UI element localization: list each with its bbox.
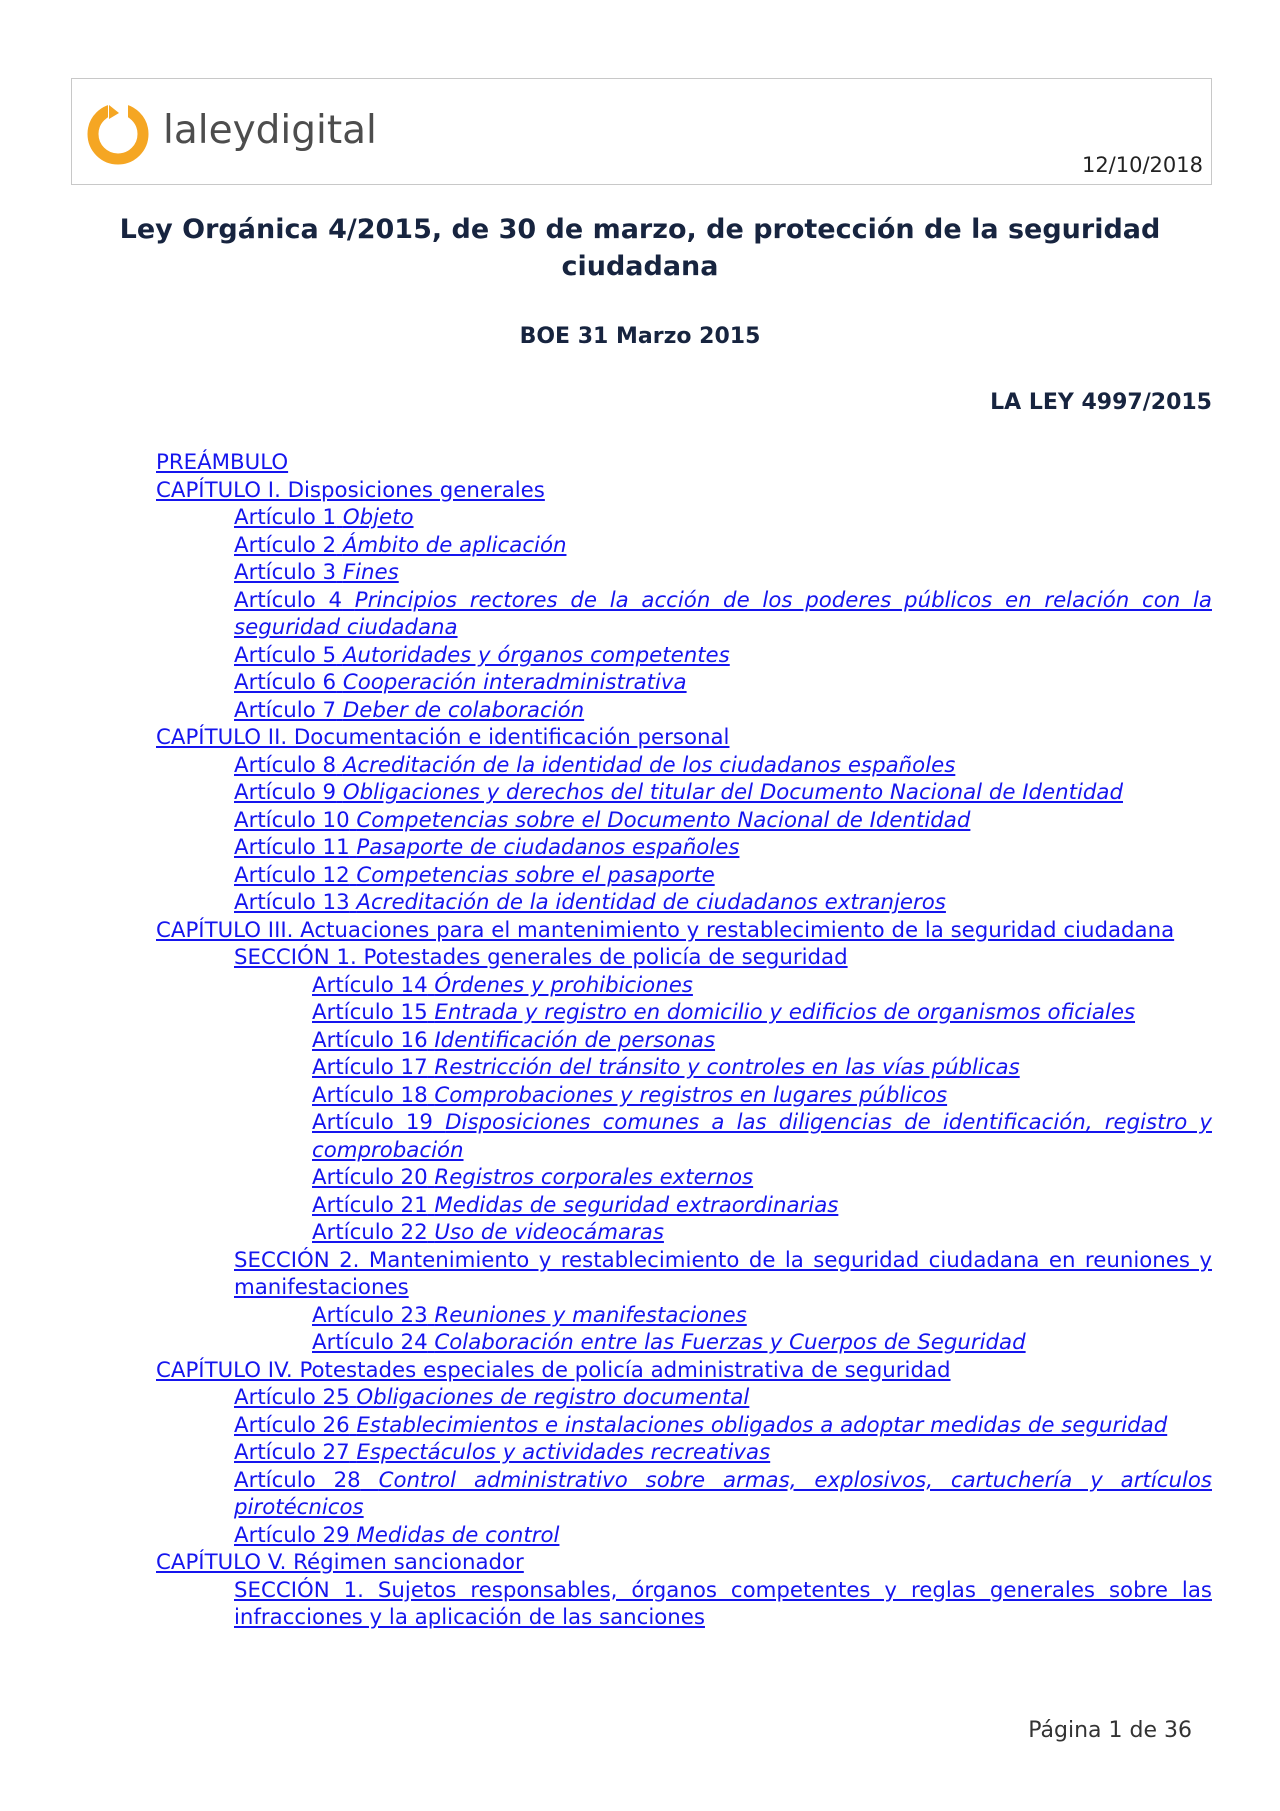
toc-link[interactable] (156, 642, 1212, 670)
toc-link[interactable] (156, 972, 1212, 1000)
toc-link-label: PREÁMBULO (156, 450, 289, 475)
toc-link-label: Artículo 22 (312, 1220, 428, 1245)
toc-link-label: Artículo 3 (234, 560, 337, 585)
toc-link-subtitle: Órdenes y prohibiciones (434, 972, 693, 998)
toc-link[interactable] (156, 724, 1212, 752)
toc-link-label: Artículo 2 (234, 532, 337, 558)
toc-link-label: SECCIÓN 1. Potestades generales de policía de seguridad (234, 945, 848, 970)
toc-link-label: Artículo 15 (312, 1000, 428, 1025)
toc-link-label: Artículo 13 (234, 890, 350, 915)
toc-link[interactable] (156, 587, 1212, 642)
toc-link-subtitle: Entrada y registro en domicilio y edificios de organismos oficiales (434, 1000, 1136, 1025)
toc-link-label: Artículo 17 (312, 1055, 428, 1080)
law-reference: LA LEY 4997/2015 (990, 390, 1212, 415)
toc-link[interactable] (156, 944, 1212, 972)
toc-link[interactable] (156, 834, 1212, 862)
boe-date: BOE 31 Marzo 2015 (519, 324, 761, 349)
toc-link[interactable] (156, 752, 1212, 780)
toc-link[interactable] (156, 1357, 1212, 1385)
toc-link[interactable] (156, 1439, 1212, 1467)
toc-link[interactable] (156, 1164, 1212, 1192)
toc-link-label: Artículo 28 (234, 1467, 361, 1493)
toc-link-subtitle: Obligaciones de registro documental (356, 1385, 750, 1410)
toc-link-label: Artículo 16 (312, 1027, 428, 1053)
toc-link[interactable] (156, 1027, 1212, 1055)
toc-link-subtitle: Competencias sobre el pasaporte (356, 862, 715, 888)
toc-link-label: Artículo 27 (234, 1440, 350, 1465)
toc-link[interactable] (156, 1247, 1212, 1302)
toc-link[interactable] (156, 999, 1212, 1027)
toc-link-label: Artículo 14 (312, 972, 428, 998)
toc-link-label: Artículo 6 (234, 670, 337, 695)
toc-link-label: CAPÍTULO V. Régimen sancionador (156, 1550, 524, 1575)
toc-link-subtitle: Espectáculos y actividades recreativas (356, 1440, 771, 1465)
toc-link-label: CAPÍTULO II. Documentación e identificación personal (156, 725, 730, 750)
toc-link-subtitle: Registros corporales externos (434, 1165, 754, 1190)
toc-link-label: SECCIÓN 1. Sujetos responsables, órganos competentes y reglas generales sobre las infracciones y la aplicación de las sanciones (234, 1577, 1212, 1630)
toc-link[interactable] (156, 669, 1212, 697)
toc-link[interactable] (156, 532, 1212, 560)
toc-link-subtitle: Pasaporte de ciudadanos españoles (356, 835, 740, 860)
toc-link-subtitle: Obligaciones y derechos del titular del Documento Nacional de Identidad (342, 780, 1123, 805)
toc-link-subtitle: Autoridades y órganos competentes (342, 642, 730, 668)
toc-link-subtitle: Objeto (342, 505, 414, 530)
toc-link[interactable] (156, 1384, 1212, 1412)
toc-link[interactable] (156, 1109, 1212, 1164)
toc-link-label: Artículo 9 (234, 780, 337, 805)
toc-link-subtitle: Acreditación de la identidad de los ciudadanos españoles (342, 752, 956, 778)
toc-link-label: Artículo 25 (234, 1385, 350, 1410)
toc-link-label: Artículo 23 (312, 1302, 428, 1328)
toc-link-subtitle: Cooperación interadministrativa (342, 670, 687, 695)
toc-link[interactable] (156, 1577, 1212, 1632)
toc-link-subtitle: Reuniones y manifestaciones (434, 1302, 747, 1328)
power-ring-icon (83, 95, 153, 165)
toc-link[interactable] (156, 1082, 1212, 1110)
laleydigital-logo[interactable] (83, 95, 377, 165)
toc-link-subtitle: Uso de videocámaras (434, 1220, 664, 1245)
toc-link-label: Artículo 8 (234, 752, 337, 778)
toc-link-subtitle: Competencias sobre el Documento Nacional de Identidad (356, 807, 971, 833)
toc-link[interactable] (156, 559, 1212, 587)
toc-link-label: Artículo 12 (234, 862, 350, 888)
toc-link[interactable] (156, 1467, 1212, 1522)
toc-link-label: Artículo 29 (234, 1522, 350, 1548)
toc-link-label: Artículo 26 (234, 1412, 350, 1438)
toc-link-subtitle: Identificación de personas (434, 1027, 716, 1053)
toc-link-subtitle: Medidas de seguridad extraordinarias (434, 1192, 839, 1218)
toc-link-subtitle: Establecimientos e instalaciones obligados a adoptar medidas de seguridad (356, 1412, 1168, 1438)
toc-link-subtitle: Colaboración entre las Fuerzas y Cuerpos de Seguridad (434, 1330, 1026, 1355)
toc-link-label: Artículo 4 (234, 587, 343, 613)
toc-link-label: CAPÍTULO III. Actuaciones para el mantenimiento y restablecimiento de la seguridad ciudadana (156, 917, 1175, 943)
table-of-contents (156, 449, 1212, 1632)
toc-link[interactable] (156, 1219, 1212, 1247)
toc-link-subtitle: Control administrativo sobre armas, explosivos, cartuchería y artículos pirotécnicos (234, 1467, 1212, 1520)
toc-link[interactable] (156, 1302, 1212, 1330)
toc-link-subtitle: Principios rectores de la acción de los poderes públicos en relación con la seguridad ciudadana (234, 587, 1212, 640)
logo-text: laleydigital (163, 107, 377, 153)
toc-link[interactable] (156, 1522, 1212, 1550)
page-number: Página 1 de 36 (1028, 1718, 1192, 1743)
toc-link-label: Artículo 24 (312, 1330, 428, 1355)
document-header (71, 78, 1212, 185)
toc-link-label: Artículo 7 (234, 697, 337, 723)
toc-link-label: Artículo 19 (312, 1110, 433, 1135)
toc-link[interactable] (156, 1549, 1212, 1577)
document-title: Ley Orgánica 4/2015, de 30 de marzo, de protección de la seguridad ciudadana (119, 214, 1161, 282)
toc-link[interactable] (156, 1412, 1212, 1440)
toc-link[interactable] (156, 807, 1212, 835)
export-date: 12/10/2018 (1081, 153, 1203, 177)
toc-link[interactable] (156, 477, 1212, 505)
toc-link[interactable] (156, 862, 1212, 890)
toc-link-subtitle: Disposiciones comunes a las diligencias de identificación, registro y comprobación (312, 1110, 1212, 1163)
toc-link[interactable] (156, 449, 1212, 477)
toc-link[interactable] (156, 1192, 1212, 1220)
toc-link[interactable] (156, 917, 1212, 945)
toc-link-subtitle: Fines (342, 560, 399, 585)
toc-link[interactable] (156, 504, 1212, 532)
toc-link-subtitle: Ámbito de aplicación (342, 532, 567, 558)
toc-link-label: SECCIÓN 2. Mantenimiento y restablecimiento de la seguridad ciudadana en reuniones y manifestaciones (234, 1247, 1212, 1300)
toc-link-label: Artículo 1 (234, 505, 337, 530)
toc-link-subtitle: Deber de colaboración (342, 697, 585, 723)
toc-link-label: Artículo 18 (312, 1082, 428, 1108)
toc-link-label: Artículo 20 (312, 1165, 428, 1190)
toc-link-label: CAPÍTULO I. Disposiciones generales (156, 477, 545, 503)
toc-link-label: CAPÍTULO IV. Potestades especiales de policía administrativa de seguridad (156, 1357, 951, 1383)
toc-link[interactable] (156, 779, 1212, 807)
toc-link-label: Artículo 5 (234, 642, 337, 668)
toc-link-subtitle: Restricción del tránsito y controles en las vías públicas (434, 1055, 1020, 1080)
toc-link-subtitle: Comprobaciones y registros en lugares públicos (434, 1082, 948, 1108)
toc-link-label: Artículo 21 (312, 1192, 428, 1218)
toc-link[interactable] (156, 889, 1212, 917)
toc-link-label: Artículo 10 (234, 807, 350, 833)
toc-link[interactable] (156, 1054, 1212, 1082)
toc-link-label: Artículo 11 (234, 835, 350, 860)
toc-link-subtitle: Acreditación de la identidad de ciudadanos extranjeros (356, 890, 946, 915)
toc-link[interactable] (156, 697, 1212, 725)
toc-link-subtitle: Medidas de control (356, 1522, 560, 1548)
toc-link[interactable] (156, 1329, 1212, 1357)
